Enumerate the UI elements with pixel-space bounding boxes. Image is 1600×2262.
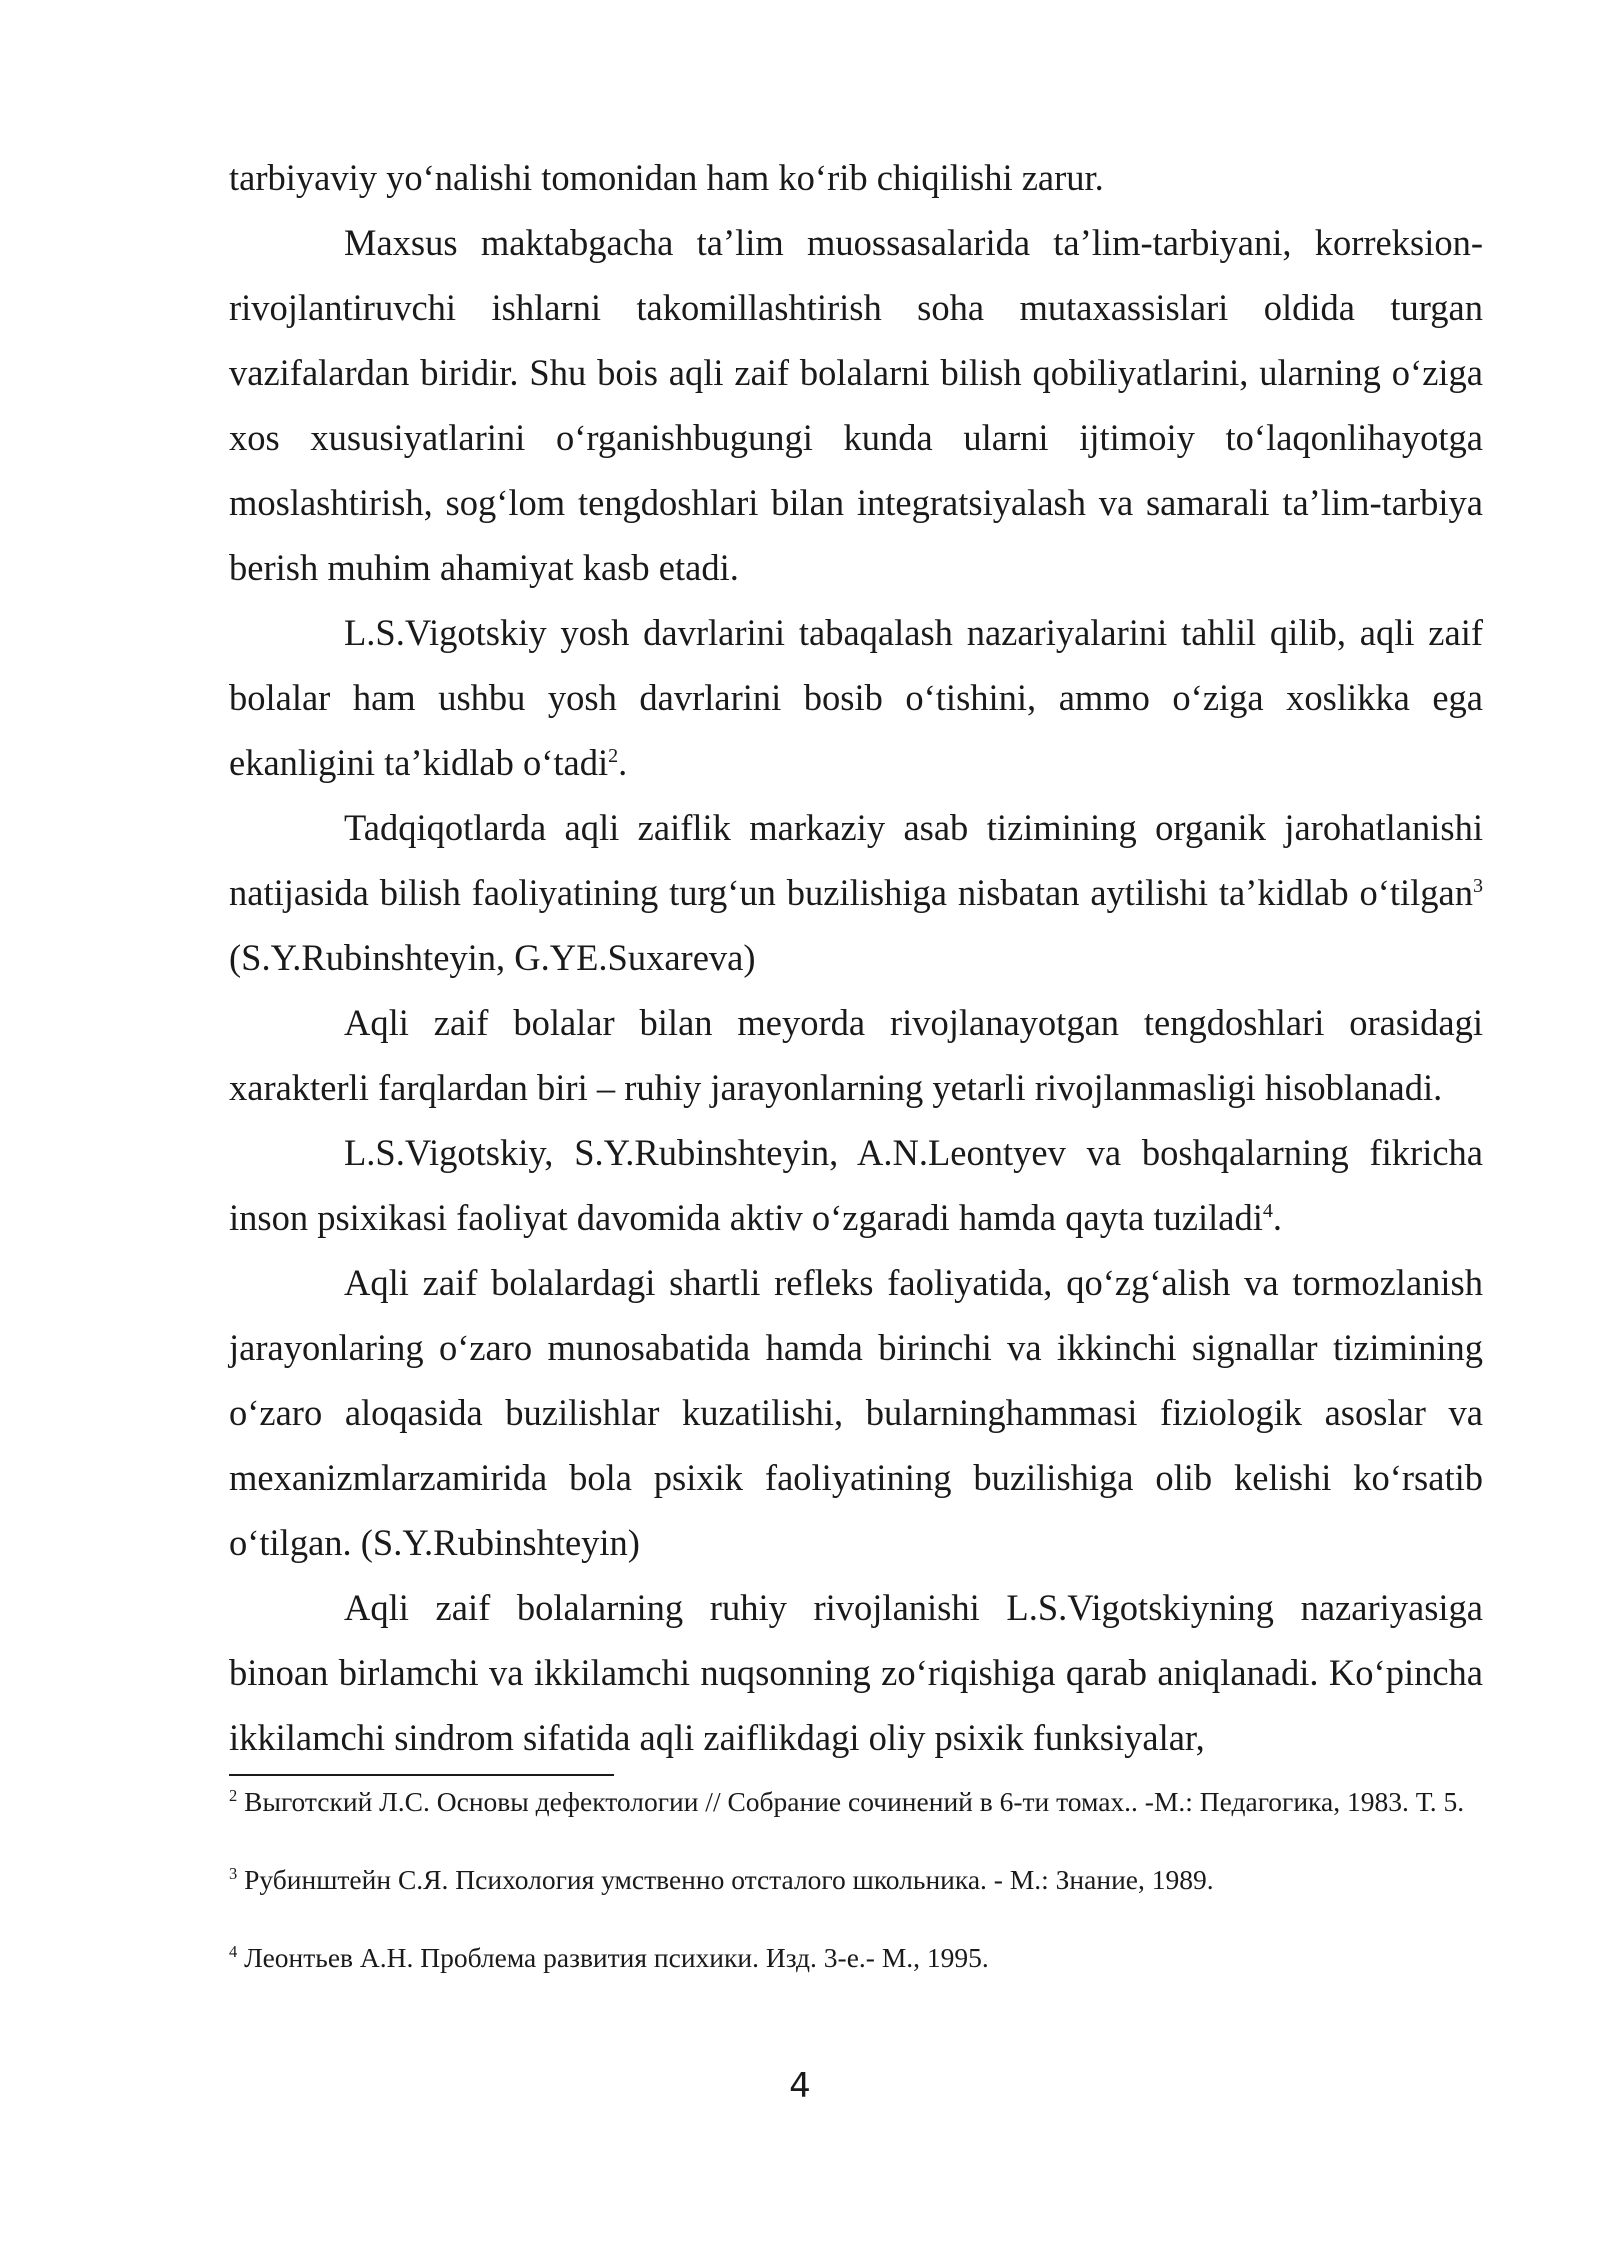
footnote-number: 4 (229, 1941, 238, 1961)
footnote: $^2$ Выготский Л.С. Основы дефектологии // Собрание сочинений в 6-ти томах.. -М.: Педагогика, 1983. Т. 5. (229, 1785, 1465, 1817)
paragraph: L.S.Vigotskiy yosh davrlarini tabaqalash nazariyalarini tahlil qilib, aqli zaif bolalar ham ushbu yosh davrlarini bosib o‘tishini, ammo o‘ziga xoslikka ega ekanligini ta’kidlab o‘tadi$^2$. (229, 612, 1483, 783)
footnote-number: 2 (229, 1785, 238, 1805)
footnote-separator (229, 1774, 614, 1776)
paragraph: tarbiyaviy yo‘nalishi tomonidan ham ko‘rib chiqilishi zarur. (229, 157, 1104, 198)
footnote-ref: 4 (1262, 1199, 1273, 1222)
footnote: $^4$ Леонтьев А.Н. Проблема развития психики. Изд. 3-е.- М., 1995. (229, 1941, 989, 1973)
paragraph: L.S.Vigotskiy, S.Y.Rubinshteyin, A.N.Leontyev va boshqalarning fikricha inson psixikasi faoliyat davomida aktiv o‘zgaradi hamda qayta tuziladi$^4$. (229, 1132, 1483, 1238)
paragraph: Aqli zaif bolalar bilan meyorda rivojlanayotgan tengdoshlari orasidagi xarakterli farqlardan biri – ruhiy jarayonlarning yetarli rivojlanmasligi hisoblanadi. (229, 1002, 1483, 1108)
paragraph: Maxsus maktabgacha ta’lim muossasalarida ta’lim-tarbiyani, korreksion-rivojlantiruvchi ishlarni takomillashtirish soha mutaxassislari oldida turgan vazifalardan biridir. Shu bois aqli zaif bolalarni bilish qobiliyatlarini, ularning o‘ziga xos xususiyatlarini o‘rganishbugungi kunda ularni ijtimoiy to‘laqonlihayotga moslashtirish, sog‘lom tengdoshlari bilan integratsiyalash va samarali ta’lim-tarbiya berish muhim ahamiyat kasb etadi. (229, 222, 1483, 588)
page-number: 4 (789, 2066, 811, 2106)
footnote-ref: 3 (1472, 874, 1483, 897)
body-text (229, 145, 1483, 1770)
paragraph: Tadqiqotlarda aqli zaiflik markaziy asab tizimining organik jarohatlanishi natijasida bilish faoliyatining turg‘un buzilishiga nisbatan aytilishi ta’kidlab o‘tilgan$^3$ (S.Y.Rubinshteyin, G.YE.Suxareva) (229, 807, 1483, 978)
footnote-ref: 2 (608, 744, 619, 767)
paragraph: Aqli zaif bolalarning ruhiy rivojlanishi L.S.Vigotskiyning nazariyasiga binoan birlamchi va ikkilamchi nuqsonning zo‘riqishiga qarab aniqlanadi. Ko‘pincha ikkilamchi sindrom sifatida aqli zaiflikdagi oliy psixik funksiyalar, (229, 1587, 1483, 1758)
paragraph: Aqli zaif bolalardagi shartli refleks faoliyatida, qo‘zg‘alish va tormozlanish jarayonlaring o‘zaro munosabatida hamda birinchi va ikkinchi signallar tizimining o‘zaro aloqasida buzilishlar kuzatilishi, bularninghammasi fiziologik asoslar va mexanizmlarzamirida bola psixik faoliyatining buzilishiga olib kelishi ko‘rsatib o‘tilgan. (S.Y.Rubinshteyin) (229, 1262, 1483, 1563)
footnote: $^3$ Рубинштейн С.Я. Психология умственно отсталого школьника. - М.: Знание, 1989. (229, 1863, 1214, 1895)
footnote-number: 3 (229, 1863, 238, 1883)
footnotes (229, 1783, 1483, 1977)
